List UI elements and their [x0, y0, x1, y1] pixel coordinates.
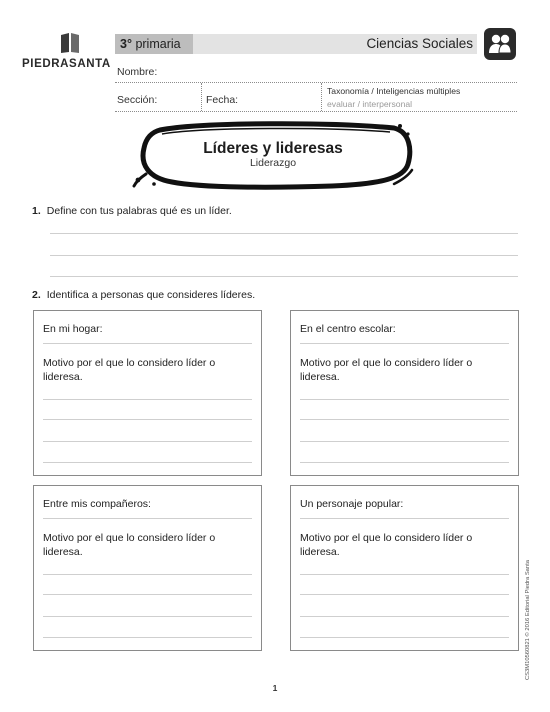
grade-cell — [115, 34, 193, 54]
answer-line[interactable] — [43, 462, 252, 463]
answer-line[interactable] — [300, 441, 509, 442]
answer-line[interactable] — [43, 616, 252, 617]
page-subtitle: Liderazgo — [249, 157, 297, 169]
box-label: Entre mis compañeros: — [43, 498, 151, 510]
answer-line[interactable] — [300, 637, 509, 638]
book-logo-icon — [60, 32, 80, 54]
answer-line[interactable] — [300, 574, 509, 575]
title-banner — [132, 120, 414, 192]
answer-line[interactable] — [300, 343, 509, 344]
answer-line[interactable] — [300, 419, 509, 420]
box-prompt: Motivo por el que lo considero líder o lideresa. — [300, 532, 473, 558]
answer-line[interactable] — [43, 594, 252, 595]
answer-box-home — [33, 310, 262, 476]
answer-box-classmates — [33, 485, 262, 651]
grade-label: primaria — [135, 37, 181, 51]
section-label: Sección: — [117, 94, 158, 106]
box-prompt: Motivo por el que lo considero líder o lideresa. — [43, 357, 216, 383]
name-label: Nombre: — [117, 66, 158, 78]
answer-line[interactable] — [300, 594, 509, 595]
answer-line[interactable] — [43, 637, 252, 638]
answer-line[interactable] — [50, 255, 518, 256]
taxonomy-label: Taxonomía / Inteligencias múltiples — [327, 86, 461, 96]
question-1 — [32, 205, 232, 217]
grade-number: 3° — [120, 37, 132, 51]
question-2 — [32, 289, 255, 301]
answer-line[interactable] — [300, 399, 509, 400]
page-title: Líderes y lideresas — [203, 140, 343, 157]
box-label: En el centro escolar: — [300, 323, 396, 335]
answer-line[interactable] — [300, 616, 509, 617]
answer-box-popular — [290, 485, 519, 651]
box-prompt: Motivo por el que lo considero líder o lideresa. — [300, 357, 473, 383]
answer-line[interactable] — [43, 574, 252, 575]
question-number: 1. — [32, 205, 41, 217]
answer-line[interactable] — [50, 276, 518, 277]
side-code: CS3M10560821 © 2016 Editorial Piedra Santa — [525, 560, 531, 680]
question-text: Identifica a personas que consideres líderes. — [46, 289, 256, 301]
answer-box-school — [290, 310, 519, 476]
box-prompt: Motivo por el que lo considero líder o lideresa. — [43, 532, 216, 558]
divider — [321, 83, 322, 111]
info-row — [115, 83, 517, 112]
answer-line[interactable] — [50, 233, 518, 234]
answer-line[interactable] — [43, 518, 252, 519]
taxonomy-detail: evaluar / interpersonal — [327, 99, 413, 109]
publisher-logo — [22, 30, 114, 72]
date-label: Fecha: — [206, 94, 239, 106]
page-number: 1 — [272, 683, 278, 693]
box-label: Un personaje popular: — [300, 498, 404, 510]
answer-line[interactable] — [300, 518, 509, 519]
name-field[interactable] — [115, 56, 517, 83]
divider — [201, 83, 202, 111]
answer-line[interactable] — [43, 343, 252, 344]
answer-line[interactable] — [43, 441, 252, 442]
publisher-name: PIEDRASANTA — [22, 58, 111, 70]
question-text: Define con tus palabras qué es un líder. — [46, 205, 232, 217]
answer-line[interactable] — [43, 399, 252, 400]
answer-line[interactable] — [300, 462, 509, 463]
subject-title: Ciencias Sociales — [366, 36, 473, 51]
answer-line[interactable] — [43, 419, 252, 420]
question-number: 2. — [32, 289, 41, 301]
header-bar — [115, 34, 477, 54]
box-label: En mi hogar: — [43, 323, 103, 335]
